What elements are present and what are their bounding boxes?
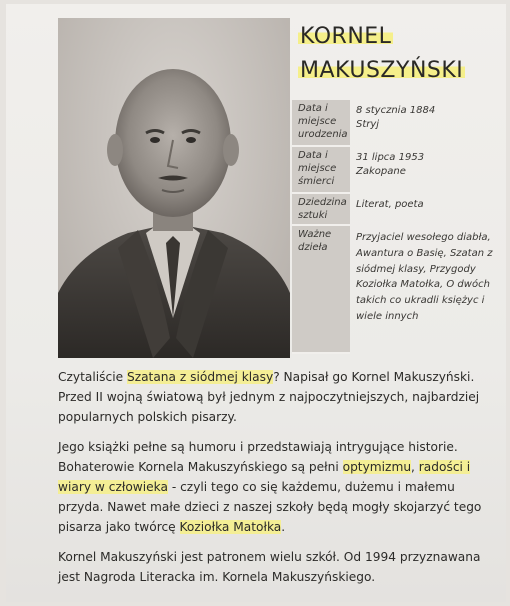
author-first-name: KORNEL xyxy=(300,24,392,49)
birth-date: 8 stycznia 1884 xyxy=(356,105,436,116)
info-row-death xyxy=(292,147,502,194)
paragraph-2 xyxy=(58,437,503,537)
works-value: Przyjaciel wesołego diabła, Awantura o Basię, Szatan z siódmej klasy, Przygody Koziołka Matołka, O dwóch takich co ukradli księżyc i wiele innych xyxy=(356,232,493,322)
death-place: Zakopane xyxy=(356,165,406,177)
p2-text-a: Jego książki pełne są humoru i przedstawiają intrygujące historie. Bohaterowie Kornela Makuszyńskiego są pełni xyxy=(58,440,458,474)
info-row-field xyxy=(292,194,502,226)
death-value xyxy=(350,147,502,194)
p1-highlight: Szatana z siódmej klasy xyxy=(126,370,274,384)
p2-highlight-optimism: optymizmu xyxy=(342,460,412,474)
info-table xyxy=(292,100,502,354)
p2-text-c: . xyxy=(281,520,286,534)
field-label: Dziedzina sztuki xyxy=(292,194,350,226)
portrait-photo xyxy=(58,18,290,358)
p2-comma: , xyxy=(411,460,419,474)
birth-place: Stryj xyxy=(356,118,380,130)
p2-highlight-matolek: Koziołka Matołka xyxy=(179,520,282,534)
author-last-name: MAKUSZYŃSKI xyxy=(300,58,464,83)
p2-text-b: - czyli tego co się każdemu, dużemu i małemu przyda. Nawet małe dzieci z naszej szkoły będą mogły skojarzyć tego pisarza jako twórcę xyxy=(58,480,482,534)
article-body xyxy=(58,367,503,597)
info-row-birth xyxy=(292,100,502,147)
p1-text-b: ? Napisał go Kornel Makuszyński. Przed II wojną światową był jednym z najpoczytniejszych, najbardziej popularnych polskich pisarzy. xyxy=(58,370,480,424)
birth-label: Data i miejsce urodzenia xyxy=(292,100,350,147)
paragraph-1 xyxy=(58,367,503,427)
paragraph-3: Kornel Makuszyński jest patronem wielu szkół. Od 1994 przyznawana jest Nagroda Literacka im. Kornela Makuszyńskiego. xyxy=(58,550,481,584)
p2-highlight-joy: radości i wiary w człowieka xyxy=(58,460,471,494)
birth-value xyxy=(350,100,502,147)
death-date: 31 lipca 1953 xyxy=(356,152,425,163)
p1-text-a: Czytaliście xyxy=(58,370,127,384)
works-label: Ważne dzieła xyxy=(292,226,350,354)
field-value: Literat, poeta xyxy=(356,199,424,210)
info-row-works xyxy=(292,226,502,354)
death-label: Data i miejsce śmierci xyxy=(292,147,350,194)
